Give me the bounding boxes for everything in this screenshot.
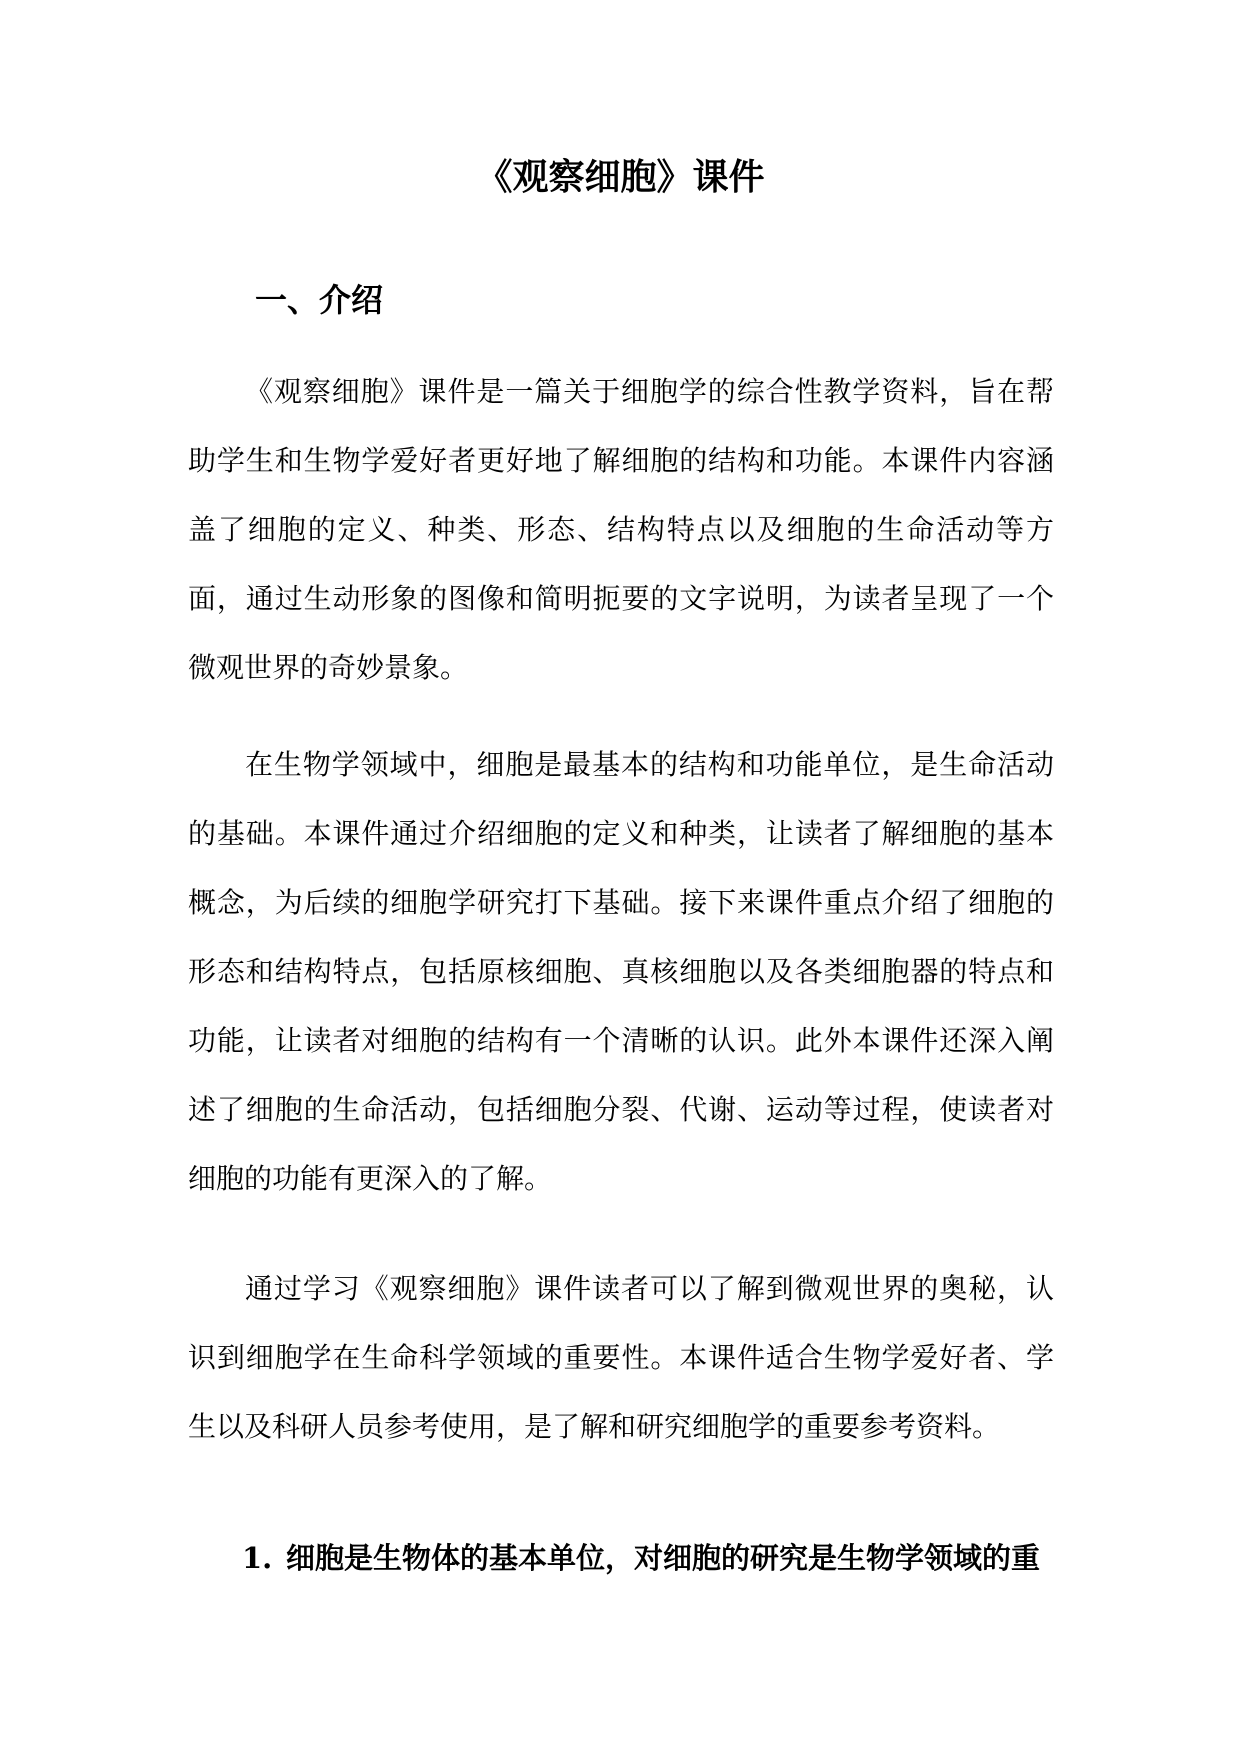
numbered-heading-number: 1. xyxy=(242,1541,273,1575)
paragraph-overview: 在生物学领域中，细胞是最基本的结构和功能单位，是生命活动的基础。本课件通过介绍细胞的定义和种类，让读者了解细胞的基本概念，为后续的细胞学研究打下基础。接下来课件重点介绍了细胞的形态和结构特点，包括原核细胞、真核细胞以及各类细胞器的特点和功能，让读者对细胞的结构有一个清晰的认识。此外本课件还深入阐述了细胞的生命活动，包括细胞分裂、代谢、运动等过程，使读者对细胞的功能有更深入的了解。 xyxy=(188,748,1054,1195)
numbered-heading-text: 细胞是生物体的基本单位，对细胞的研究是生物学领域的重 xyxy=(286,1541,1041,1575)
paragraph-summary: 通过学习《观察细胞》课件读者可以了解到微观世界的奥秘，认识到细胞学在生命科学领域的重要性。本课件适合生物学爱好者、学生以及科研人员参考使用，是了解和研究细胞学的重要参考资料。 xyxy=(188,1272,1054,1443)
paragraph-intro: 《观察细胞》课件是一篇关于细胞学的综合性教学资料，旨在帮助学生和生物学爱好者更好地了解细胞的结构和功能。本课件内容涵盖了细胞的定义、种类、形态、结构特点以及细胞的生命活动等方面，通过生动形象的图像和简明扼要的文字说明，为读者呈现了一个微观世界的奇妙景象。 xyxy=(188,375,1054,684)
section-heading: 一、介绍 xyxy=(255,281,384,319)
numbered-heading xyxy=(242,1536,1072,1580)
document-title: 《观察细胞》课件 xyxy=(476,156,765,198)
